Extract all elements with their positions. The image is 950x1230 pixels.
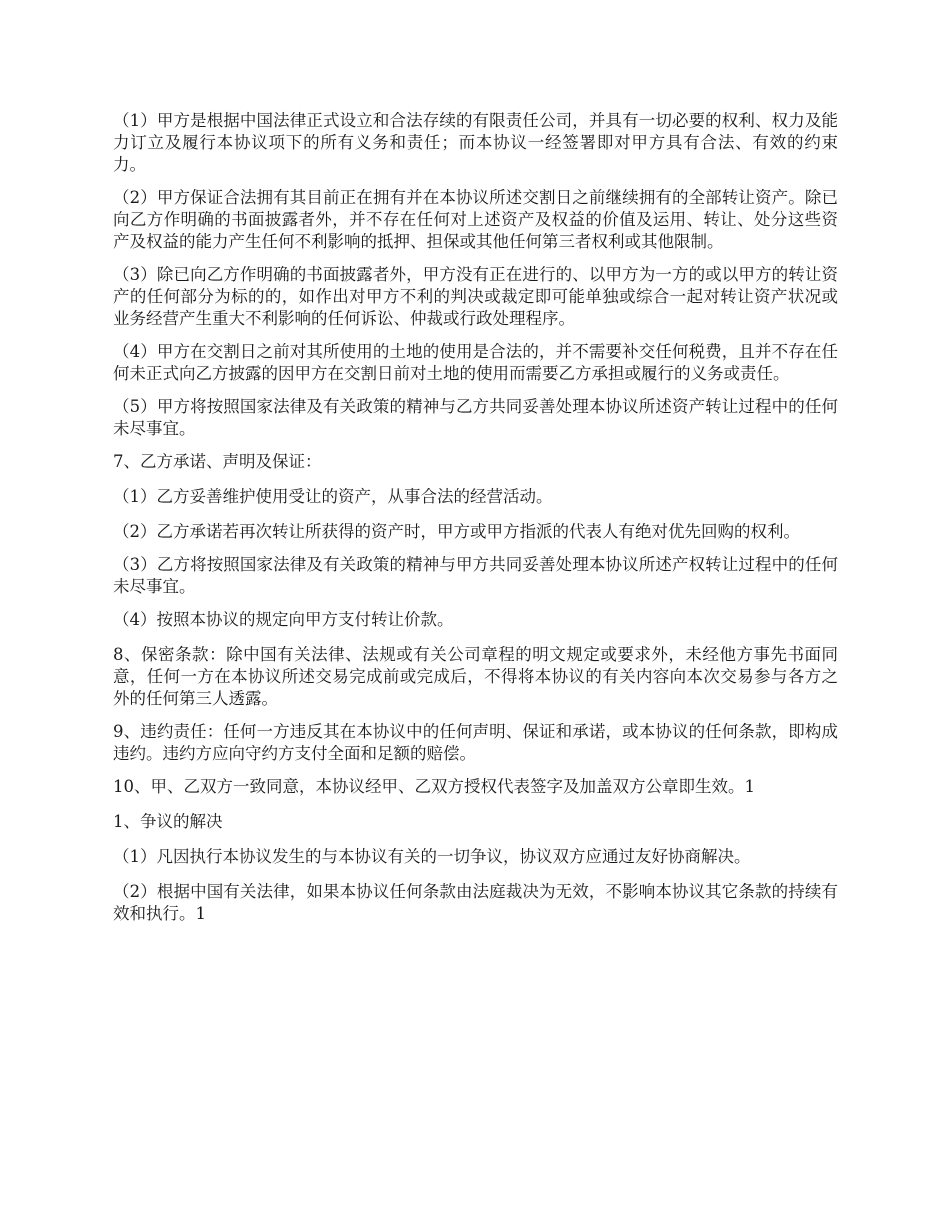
paragraph-dispute-clause-1: （1）凡因执行本协议发生的与本协议有关的一切争议，协议双方应通过友好协商解决。 (113, 847, 751, 866)
paragraph-party-b-clause-1: （1）乙方妥善维护使用受让的资产，从事合法的经营活动。 (113, 487, 553, 506)
document-body (113, 110, 838, 936)
paragraph-party-b-clause-4: （4）按照本协议的规定向甲方支付转让价款。 (113, 610, 454, 629)
paragraph-party-a-clause-5: （5）甲方将按照国家法律及有关政策的精神与乙方共同妥善处理本协议所述资产转让过程中的任何未尽事宜。 (113, 397, 838, 438)
paragraph-party-b-clause-2: （2）乙方承诺若再次转让所获得的资产时，甲方或甲方指派的代表人有绝对优先回购的权利。 (113, 522, 800, 541)
section-9-breach-liability: 9、违约责任：任何一方违反其在本协议中的任何声明、保证和承诺，或本协议的任何条款，即构成违约。违约方应向守约方支付全面和足额的赔偿。 (113, 722, 838, 763)
paragraph-dispute-clause-2: （2）根据中国有关法律，如果本协议任何条款由法庭裁决为无效，不影响本协议其它条款的持续有效和执行。1 (113, 882, 838, 923)
section-8-confidentiality: 8、保密条款：除中国有关法律、法规或有关公司章程的明文规定或要求外，未经他方事先书面同意，任何一方在本协议所述交易完成前或完成后，不得将本协议的有关内容向本次交易参与各方之外的任何第三人透露。 (113, 645, 838, 708)
paragraph-party-a-clause-4: （4）甲方在交割日之前对其所使用的土地的使用是合法的，并不需要补交任何税费，且并不存在任何未正式向乙方披露的因甲方在交割日前对土地的使用而需要乙方承担或履行的义务或责任。 (113, 342, 838, 383)
section-10-effectiveness: 10、甲、乙双方一致同意，本协议经甲、乙双方授权代表签字及加盖双方公章即生效。1 (113, 777, 755, 796)
paragraph-party-a-clause-3: （3）除已向乙方作明确的书面披露者外，甲方没有正在进行的、以甲方为一方的或以甲方的转让资产的任何部分为标的的，如作出对甲方不利的判决或裁定即可能单独或综合一起对转让资产状况或业务经营产生重大不利影响的任何诉讼、仲裁或行政处理程序。 (113, 265, 838, 328)
paragraph-party-a-clause-2: （2）甲方保证合法拥有其目前正在拥有并在本协议所述交割日之前继续拥有的全部转让资产。除已向乙方作明确的书面披露者外，并不存在任何对上述资产及权益的价值及运用、转让、处分这些资产及权益的能力产生任何不利影响的抵押、担保或其他任何第三者权利或其他限制。 (113, 188, 838, 251)
paragraph-party-b-clause-3: （3）乙方将按照国家法律及有关政策的精神与甲方共同妥善处理本协议所述产权转让过程中的任何未尽事宜。 (113, 555, 838, 596)
paragraph-party-a-clause-1: （1）甲方是根据中国法律正式设立和合法存续的有限责任公司，并具有一切必要的权利、权力及能力订立及履行本协议项下的所有义务和责任；而本协议一经签署即对甲方具有合法、有效的约束力。 (113, 111, 838, 174)
section-heading-7: 7、乙方承诺、声明及保证： (113, 452, 322, 471)
section-11-dispute-heading: 1、争议的解决 (113, 812, 223, 831)
